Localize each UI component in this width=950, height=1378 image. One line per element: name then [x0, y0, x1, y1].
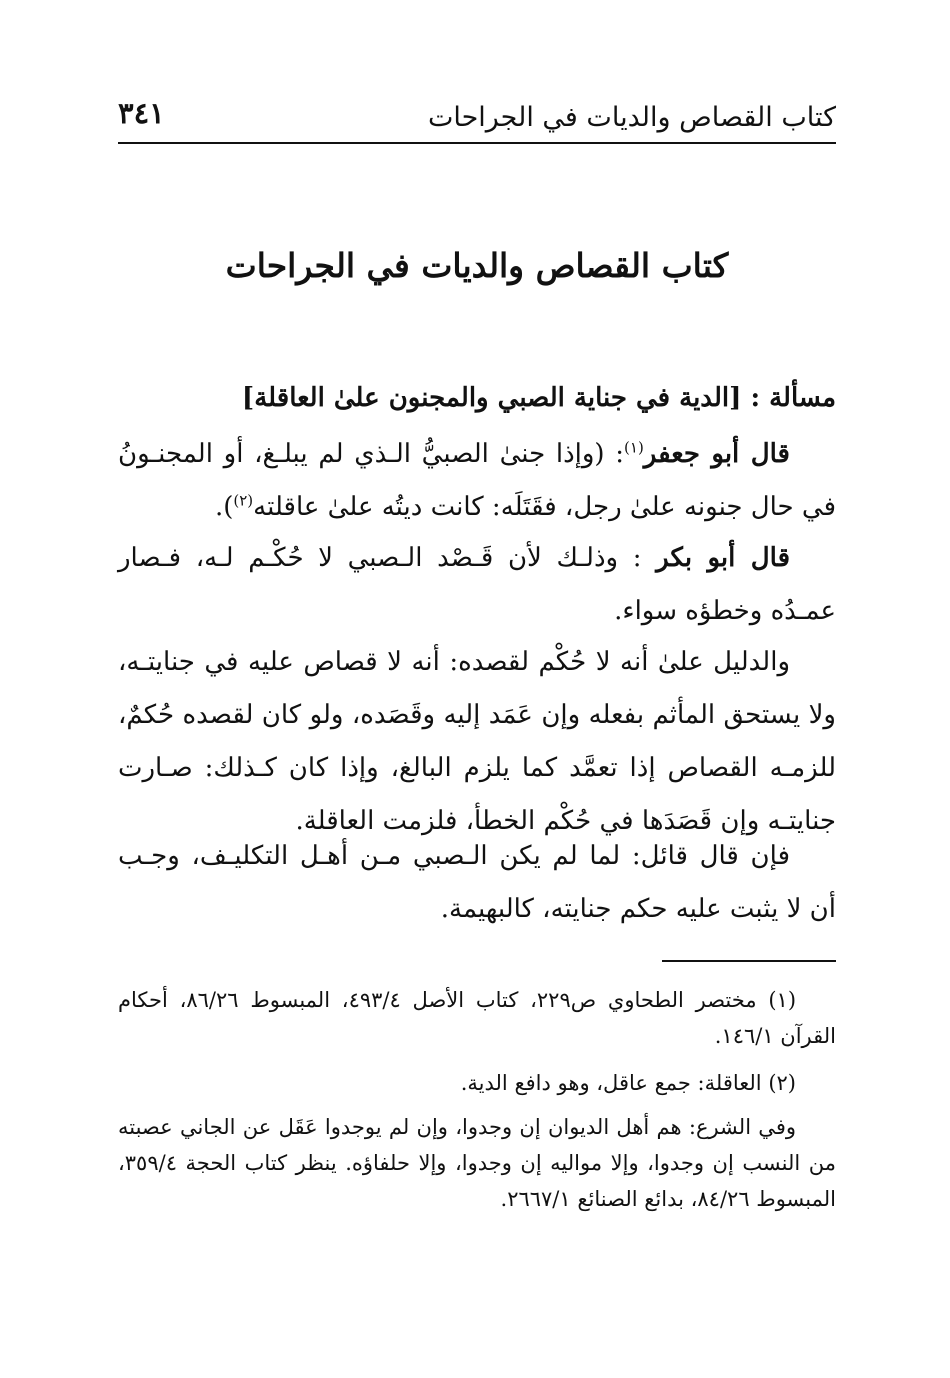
page-number: ٣٤١: [118, 96, 165, 130]
paragraph-abu-bakr: [118, 532, 836, 638]
footnote-divider: [662, 960, 836, 962]
footnote-2-continued: وفي الشرع: هم أهل الديوان إن وجدوا، وإن لم يوجدوا عَقَل عن الجاني عصبته من النسب إن وجدوا، وإلا مواليه إن وجدوا، وإلا حلفاؤه. ينظر كتاب الحجة ٣٥٩/٤، المبسوط ٨٤/٢٦، بدائع الصنائع ٢٦٦٧/١.: [118, 1115, 836, 1211]
paragraph-abu-jafar: [118, 428, 836, 534]
footnote-1: (١) مختصر الطحاوي ص٢٢٩، كتاب الأصل ٤٩٣/٤، المبسوط ٨٦/٢٦، أحكام القرآن ١٤٦/١.: [118, 988, 836, 1048]
paragraph-evidence: والدليل علىٰ أنه لا حُكْم لقصده: أنه لا قصاص عليه في جنايتـه، ولا يستحق المأثم بفعله وإن عَمَد إليه وقَصَده، ولو كان لقصده حُكمٌ، للزمـه القصاص إذا تعمَّد كما يلزم البالغ، وإذا كان كـذلك: صـارت جنايتـه وإن قَصَدَها في حُكْم الخطأ، فلزمت العاقلة.: [118, 647, 836, 836]
paragraph-text: : وذلـك لأن قَـصْد الـصبي لا حُكْـم لـه، فـصار عمـدُه وخطؤه سواء.: [118, 543, 836, 626]
speaker-abu-jafar: قال أبو جعفر: [643, 439, 790, 469]
running-header: [118, 92, 836, 144]
speaker-abu-bakr: قال أبو بكر: [656, 543, 791, 573]
footnote-2: (٢) العاقلة: جمع عاقل، وهو دافع الدية.: [460, 1071, 796, 1095]
footnote-ref-1: (١): [624, 438, 644, 457]
paragraph-end: ).: [214, 492, 234, 522]
paragraph-objection: فإن قال قائل: لما لم يكن الـصبي مـن أهـل التكليـف، وجـب أن لا يثبت عليه حكم جنايته، كالبهيمة.: [118, 841, 836, 924]
paragraph-text: : (وإذا جنىٰ الصبيُّ الـذي لم يبلـغ، أو المجنـونُ في حال جنونه علىٰ رجل، فقَتَلَه: كانت ديتُه علىٰ عاقلته: [118, 439, 836, 522]
running-title: كتاب القصاص والديات في الجراحات: [427, 102, 836, 133]
chapter-title: كتاب القصاص والديات في الجراحات: [225, 246, 729, 285]
mas-ala-heading: مسألة : [الدية في جناية الصبي والمجنون علىٰ العاقلة]: [241, 383, 836, 413]
footnote-ref-2: (٢): [233, 491, 254, 510]
